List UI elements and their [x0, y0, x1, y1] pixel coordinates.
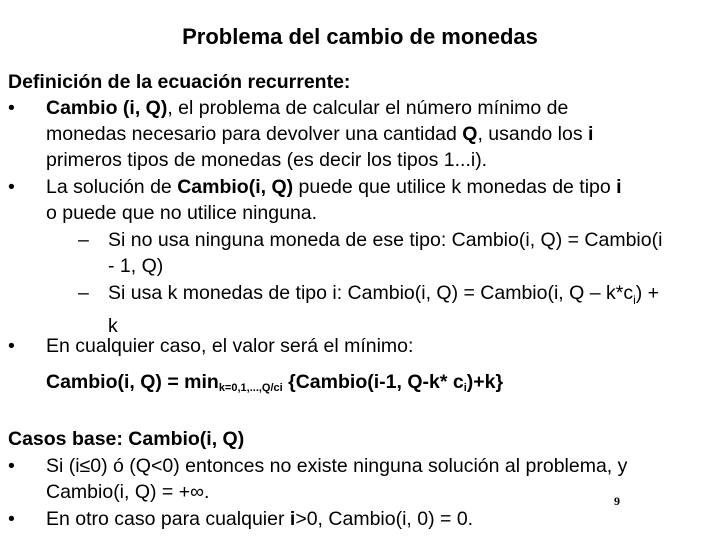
bullet-marker: •	[8, 455, 15, 477]
definition-bullet-3: • En cualquier caso, el valor será el mínimo:	[8, 335, 414, 357]
bullet-marker: •	[8, 508, 15, 530]
dash-marker: –	[78, 282, 89, 304]
definition-bullet-1: • Cambio (i, Q), el problema de calcular el número mínimo de monedas necesario para devolver una cantidad Q, usando los i primeros tipos de monedas (es decir los tipos 1...i).	[8, 97, 594, 171]
base-cases-heading: Casos base: Cambio(i, Q)	[8, 428, 245, 450]
slide-title: Problema del cambio de monedas	[182, 24, 538, 49]
definition-subbullet-2: – Si usa k monedas de tipo i: Cambio(i, Q) = Cambio(i, Q – $k*c_i$) + k	[78, 282, 660, 337]
dash-marker: –	[78, 229, 89, 251]
bullet-marker: •	[8, 176, 15, 198]
page-number: 9	[614, 494, 620, 508]
base-bullet-2: • En otro caso para cualquier i>0, Cambio(i, 0) = 0.	[8, 508, 474, 530]
definition-subbullet-1: – Si no usa ninguna moneda de ese tipo: Cambio(i, Q) = Cambio(i - 1, Q)	[78, 229, 663, 277]
definition-heading: Definición de la ecuación recurrente:	[8, 71, 351, 93]
recurrence-formula: Cambio(i, Q) = mink=0,1,...,Q/ci {Cambio(i-1, Q-k* ci)+k}	[46, 371, 504, 394]
base-bullet-1: • Si (i≤0) ó (Q<0) entonces no existe ninguna solución al problema, y Cambio(i, Q) = +∞.	[8, 455, 628, 503]
definition-bullet-2: • La solución de Cambio(i, Q) puede que utilice k monedas de tipo i o puede que no utilice ninguna.	[8, 176, 622, 224]
bold-term: Cambio (i, Q)	[46, 97, 168, 119]
bullet-marker: •	[8, 335, 15, 357]
bullet-marker: •	[8, 97, 15, 119]
